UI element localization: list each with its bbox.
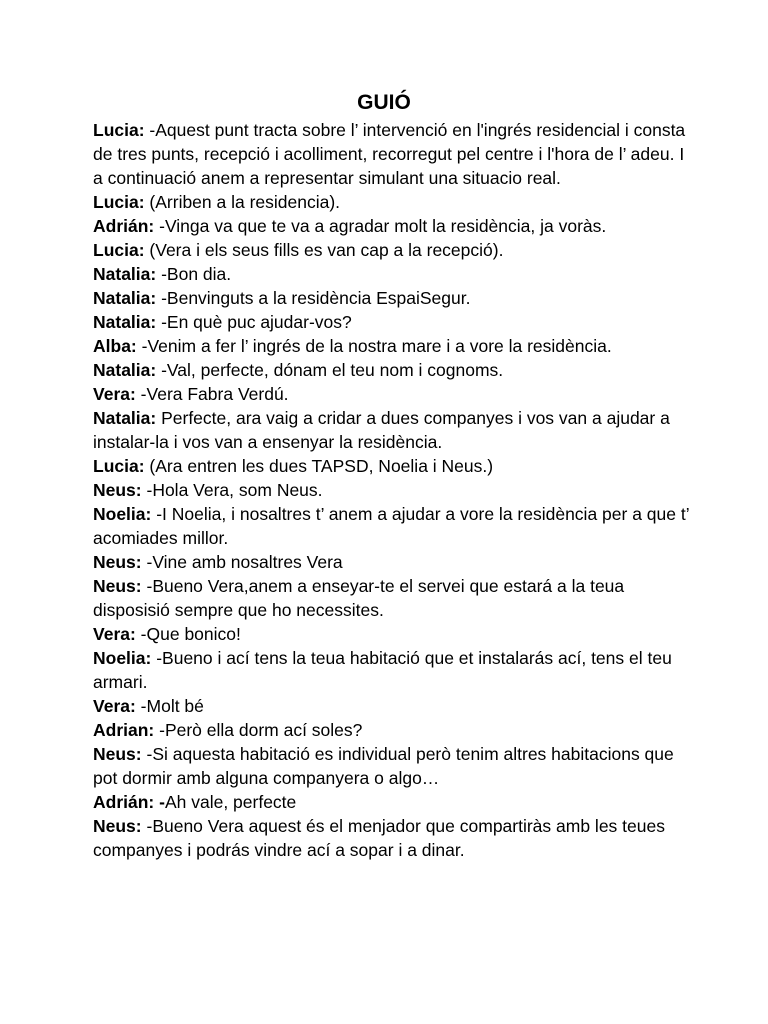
dialogue-line	[93, 550, 693, 574]
dialogue-text: -Vine amb nosaltres Vera	[141, 552, 343, 572]
dialogue-line	[93, 310, 693, 334]
speaker-name: Natalia:	[93, 288, 157, 308]
dialogue-text: -Bueno Vera,anem a enseyar-te el servei que estará a la teua disposisió sempre que ho necessites.	[93, 576, 625, 620]
dialogue-line	[93, 790, 693, 814]
dialogue-line	[93, 358, 693, 382]
dialogue-text: -Bon dia.	[156, 264, 232, 284]
dialogue-text: (Vera i els seus fills es van cap a la recepció).	[144, 240, 504, 260]
speaker-name: Adrián:	[93, 216, 155, 236]
speaker-name: Lucia:	[93, 120, 145, 140]
dialogue-line	[93, 334, 693, 358]
dialogue-text: Perfecte, ara vaig a cridar a dues companyes i vos van a ajudar a instalar-la i vos van a ensenyar la residència.	[93, 408, 670, 452]
dialogue-line	[93, 262, 693, 286]
dialogue-line	[93, 286, 693, 310]
script-body	[93, 118, 693, 862]
dialogue-line	[93, 406, 693, 454]
speaker-name: Noelia:	[93, 648, 152, 668]
dialogue-line	[93, 646, 693, 694]
dialogue-text: -I Noelia, i nosaltres t’ anem a ajudar a vore la residència per a que t’ acomiades millor.	[93, 504, 689, 548]
speaker-name: Vera:	[93, 384, 136, 404]
dialogue-text: -Bueno Vera aquest és el menjador que compartiràs amb les teues companyes i podrás vindre ací a sopar i a dinar.	[93, 816, 665, 860]
dialogue-text: (Arriben a la residencia).	[144, 192, 341, 212]
dialogue-text: -Que bonico!	[135, 624, 241, 644]
dialogue-text: -Molt bé	[135, 696, 204, 716]
speaker-name: Noelia:	[93, 504, 152, 524]
dialogue-text: -Vinga va que te va a agradar molt la residència, ja voràs.	[154, 216, 607, 236]
dialogue-line	[93, 694, 693, 718]
dialogue-text: -Vera Fabra Verdú.	[135, 384, 289, 404]
dialogue-line	[93, 814, 693, 862]
dialogue-line	[93, 382, 693, 406]
speaker-name: Alba:	[93, 336, 137, 356]
dialogue-line	[93, 478, 693, 502]
speaker-name: Neus:	[93, 576, 142, 596]
dialogue-line	[93, 622, 693, 646]
speaker-name: Natalia:	[93, 408, 157, 428]
dialogue-line	[93, 574, 693, 622]
dialogue-text: -En què puc ajudar-vos?	[156, 312, 352, 332]
dialogue-text: Ah vale, perfecte	[164, 792, 297, 812]
speaker-name: Neus:	[93, 480, 142, 500]
dialogue-line	[93, 214, 693, 238]
dialogue-text: -Aquest punt tracta sobre l’ intervenció en l'ingrés residencial i consta de tres punts, recepció i acolliment, recorregut pel centre i l'hora de l’ adeu. I a continuació anem a representar simulant una situacio real.	[93, 120, 686, 188]
speaker-name: Natalia:	[93, 312, 157, 332]
speaker-name: Vera:	[93, 624, 136, 644]
dialogue-text: -Benvinguts a la residència EspaiSegur.	[156, 288, 471, 308]
speaker-name: Lucia:	[93, 456, 145, 476]
dialogue-text: -Però ella dorm ací soles?	[154, 720, 363, 740]
speaker-name: Neus:	[93, 552, 142, 572]
speaker-name: Lucia:	[93, 240, 145, 260]
dialogue-line	[93, 118, 693, 190]
dialogue-line	[93, 718, 693, 742]
speaker-name: Adrián: -	[93, 792, 165, 812]
dialogue-text: (Ara entren les dues TAPSD, Noelia i Neus.)	[144, 456, 494, 476]
speaker-name: Vera:	[93, 696, 136, 716]
speaker-name: Neus:	[93, 744, 142, 764]
dialogue-text: -Bueno i ací tens la teua habitació que et instalarás ací, tens el teu armari.	[93, 648, 672, 692]
dialogue-text: -Val, perfecte, dónam el teu nom i cognoms.	[156, 360, 504, 380]
dialogue-line	[93, 502, 693, 550]
dialogue-text: -Venim a fer l’ ingrés de la nostra mare i a vore la residència.	[136, 336, 612, 356]
dialogue-line	[93, 238, 693, 262]
speaker-name: Lucia:	[93, 192, 145, 212]
dialogue-line	[93, 190, 693, 214]
document-title: GUIÓ	[357, 91, 411, 114]
speaker-name: Natalia:	[93, 264, 157, 284]
dialogue-line	[93, 454, 693, 478]
dialogue-line	[93, 742, 693, 790]
dialogue-text: -Hola Vera, som Neus.	[141, 480, 323, 500]
speaker-name: Adrian:	[93, 720, 155, 740]
dialogue-text: -Si aquesta habitació es individual però tenim altres habitacions que pot dormir amb alguna companyera o algo…	[93, 744, 674, 788]
speaker-name: Natalia:	[93, 360, 157, 380]
speaker-name: Neus:	[93, 816, 142, 836]
